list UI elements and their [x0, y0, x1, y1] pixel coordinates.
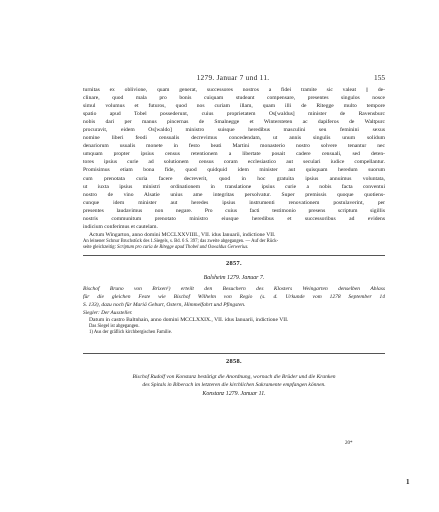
dateline-2857: Balsheim 1279. Januar 7.: [203, 275, 265, 281]
text-line: nobis dari per manus pincernas de Smalnegge et Wintersteten ac dapiferos de Waltpurc: [83, 119, 385, 126]
text-line: simul volumus et futuros, quod nos curiam illam, quam illi de Ritegge multo tempore: [83, 103, 385, 110]
text-line: spatio apud Tobel possederunt, cuius proprietatem Os[waldus] minister de Ravensburc: [83, 111, 385, 118]
regest-line: S. 133), dazu noch für Mariä Geburt, Ostern, Himmelfahrt und Pfingsten.: [83, 302, 246, 308]
datum-line: Datum in castro Baltnhain, anno domini MCCLXXIX., VII. idus Ianuarii, indictione VII.: [89, 317, 289, 323]
regest-line: Bischof Bruno von Brixen¹) erteilt den Besuchern des Klosters Weingarten denselben Ablass: [83, 286, 385, 292]
text-line: cunque idem minister aut heredes ipsius instrumenti renovationem postulaverint, per: [83, 199, 385, 206]
text-line: procuravit, eidem Os[waldo] ministro suisque heredibus masculini seu feminini sexus: [83, 127, 385, 134]
text-line: tores ipsius curie ad solutionem census coram ecclesiastico aut seculari iudice compellantur.: [83, 159, 385, 166]
dateline-2858: Konstanz 1279. Januar 11.: [202, 391, 266, 397]
text-line: umquam propter ipsius census retentionem a libertate posait cadere censuali, sed deten-: [83, 151, 385, 158]
corner-mark: 1: [406, 478, 410, 486]
footnote: 1) Aus der gräflich kirchbergischen Familie.: [89, 330, 172, 336]
text-line: ut iuxta ipsius ministri ordinationem in translatione ipsius curie a nobis facta conventui: [83, 183, 385, 190]
regest-line: des Spitals in Biberach im letzteren die kirchlichen Sakramente empfangen können.: [142, 382, 326, 388]
text-line: presentes laudavimus non negare. Pro cuius facti testimonio presens scriptum sigillis: [83, 207, 385, 214]
signature-mark: 20*: [345, 441, 353, 446]
regest-2857: [83, 285, 385, 309]
actum-line: Actum Wingarton, anno domini MCCLXXVIIII., VII. idus Ianuarii, indictione VII.: [89, 231, 276, 238]
charter-text: [83, 86, 385, 251]
text-line: turnitas ex oblivione, quam generat, successores nostros a fidei tramite sic valeat || de-: [83, 87, 385, 93]
document-2857: [83, 285, 385, 337]
siegler-line: Siegler: Der Aussteller.: [83, 310, 133, 316]
section-divider: [83, 255, 385, 256]
text-line: clinare, quod mala pro bonis cuiquam studeant compensare, presentes singulos nosce: [83, 95, 385, 102]
source-note: An leinener Schnur Bruchstück des 1.Siegels, s. Bd. 6 S. 397; das zweite abgegangen. — Auf der Rück- seite gleichzeitig: Scriptum pro curia de Ritegge apud Thobel und Oswaldus Gerwerius.: [83, 238, 279, 251]
seal-note: Das Siegel ist abgegangen.: [89, 324, 140, 329]
document-number-2858: 2858.: [226, 358, 242, 365]
text-line: cum prenotata curia facere decreverit, quod in hoc gratuita ipsius annuimus voluntata,: [83, 175, 385, 182]
charter-body: [83, 86, 385, 231]
regest-line: für die gleichen Feste wie Bischof Wilhelm von Regio (s. d. Urkunde vom 1278 September 14: [83, 294, 385, 300]
document-2858: [83, 373, 385, 389]
text-line: indicium conferimus et cautelam.: [83, 223, 158, 230]
text-line: nomine liberi feodi censualis decrevimus concedendam, ut annis singulis unum solidum: [83, 135, 385, 142]
text-line: nostro de vino Alsatie unius ame integritas persolvatur. Super premissis quoque quotiens-: [83, 191, 385, 198]
page-number: 155: [374, 73, 385, 82]
regest-2858: [83, 373, 385, 389]
running-head: [83, 73, 385, 83]
document-number-2857: 2857.: [226, 260, 242, 267]
section-divider: [83, 353, 385, 354]
text-line: denariorum usualis monete in festo beati Martini monasterio nostro solvere tenantur nec: [83, 143, 385, 150]
regest-line: Bischof Rudolf von Konstanz bestätigt die Anordnung, wornach die Brüder und die Kranken: [132, 374, 336, 380]
running-head-date: 1279. Januar 7 und 11.: [196, 73, 270, 82]
text-line: Promisimus etiam bona fide, quod quidquid idem minister aut quisquam heredum suorum: [83, 167, 385, 174]
text-line: nostris communitum prenotato ministro eiusque heredibus et successoribus ad evidens: [83, 215, 385, 222]
